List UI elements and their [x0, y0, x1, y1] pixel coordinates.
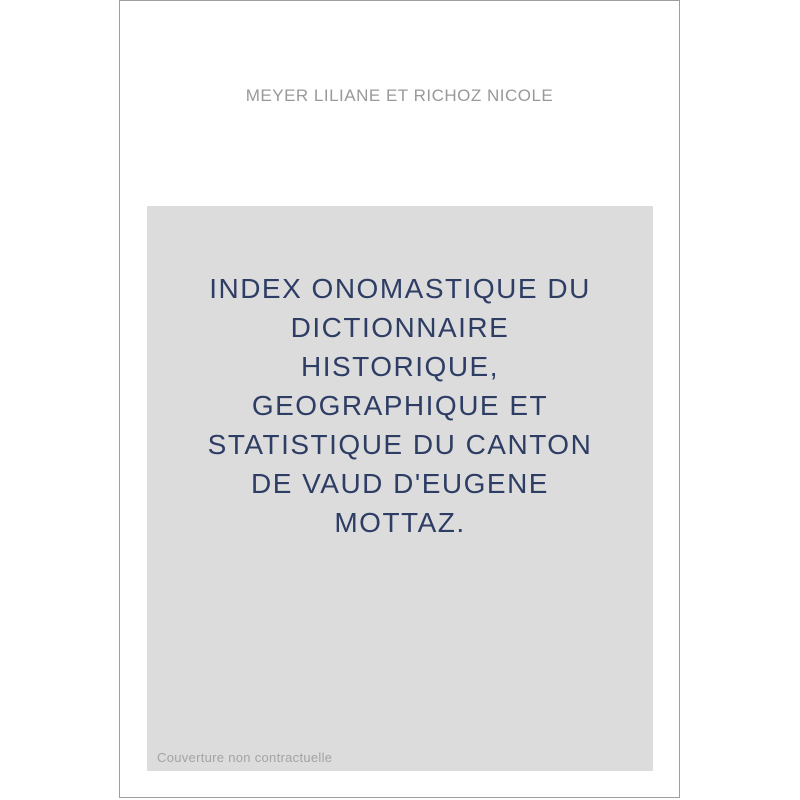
title-panel	[147, 206, 653, 771]
cover-disclaimer: Couverture non contractuelle	[157, 750, 333, 765]
book-title: INDEX ONOMASTIQUE DU DICTIONNAIRE HISTORIQUE, GEOGRAPHIQUE ET STATISTIQUE DU CANTON DE VAUD D'EUGENE MOTTAZ.	[207, 273, 593, 538]
author-name: MEYER LILIANE ET RICHOZ NICOLE	[245, 86, 554, 105]
book-cover-page	[119, 0, 680, 798]
